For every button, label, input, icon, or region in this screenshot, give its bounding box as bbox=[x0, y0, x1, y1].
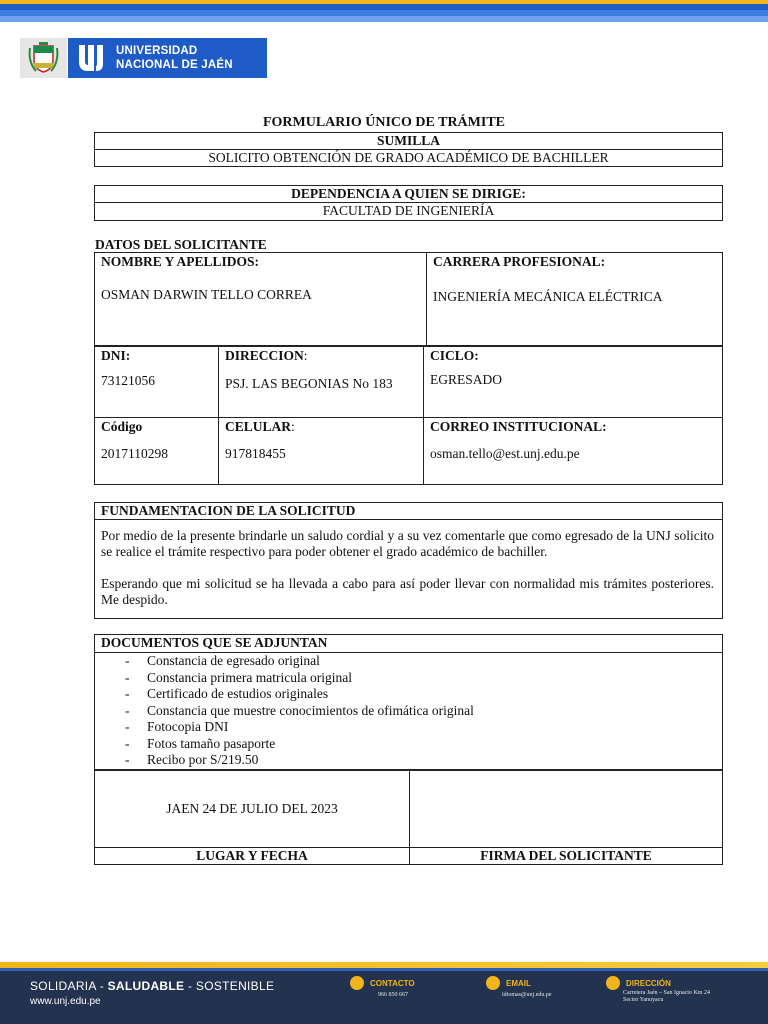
dependencia-table bbox=[94, 185, 723, 221]
slogan-part-1: SOLIDARIA - bbox=[30, 979, 108, 993]
dni-value: 73121056 bbox=[101, 373, 155, 388]
footer-email-label: EMAIL bbox=[506, 979, 531, 988]
university-name bbox=[116, 44, 233, 72]
carrera-label: CARRERA PROFESIONAL: bbox=[433, 254, 606, 269]
fundamentacion-paragraph-1: Por medio de la presente brindarle un saludo cordial y a su vez comentarle que como egresado de la UNJ solicito se realice el trámite respectivo para poder obtener el grado académico de bachiller. bbox=[101, 528, 714, 559]
footer-contacto-label: CONTACTO bbox=[370, 979, 415, 988]
codigo-value: 2017110298 bbox=[101, 446, 168, 461]
carrera-value: INGENIERÍA MECÁNICA ELÉCTRICA bbox=[433, 289, 663, 304]
footer-direccion-line1: Carretera Jaén – San Ignacio Km 24 bbox=[623, 990, 710, 996]
fundamentacion-table bbox=[94, 502, 723, 619]
lugar-fecha-value: JAEN 24 DE JULIO DEL 2023 bbox=[95, 771, 410, 848]
top-color-stripe bbox=[0, 0, 768, 22]
dependencia-label: DEPENDENCIA A QUIEN SE DIRIGE: bbox=[95, 186, 723, 203]
fundamentacion-paragraph-2: Esperando que mi solicitud se ha llevada a cabo para así poder llevar con normalidad mis trámites posteriores. Me despido. bbox=[101, 576, 714, 607]
sumilla-table bbox=[94, 132, 723, 167]
documento-item: - Constancia primera matricula original bbox=[95, 670, 722, 687]
documento-item: - Recibo por S/219.50 bbox=[95, 752, 722, 769]
peru-coat-of-arms bbox=[20, 38, 67, 78]
slogan-part-2: SALUDABLE bbox=[107, 979, 185, 993]
firma-label: FIRMA DEL SOLICITANTE bbox=[410, 848, 723, 865]
documentos-label: DOCUMENTOS QUE SE ADJUNTAN bbox=[95, 635, 723, 653]
lugar-fecha-label: LUGAR Y FECHA bbox=[95, 848, 410, 865]
footer-direccion-value bbox=[623, 990, 710, 1004]
celular-value: 917818455 bbox=[225, 446, 286, 461]
solicitante-section-label: DATOS DEL SOLICITANTE bbox=[95, 237, 267, 252]
fundamentacion-label: FUNDAMENTACION DE LA SOLICITUD bbox=[95, 503, 723, 520]
signature-table bbox=[94, 770, 723, 865]
brand-banner bbox=[68, 38, 267, 78]
correo-value: osman.tello@est.unj.edu.pe bbox=[430, 446, 580, 461]
dni-label: DNI: bbox=[101, 348, 131, 363]
documento-item: - Certificado de estudios originales bbox=[95, 686, 722, 703]
nombre-label: NOMBRE Y APELLIDOS: bbox=[101, 254, 260, 269]
ciclo-cell bbox=[424, 347, 723, 418]
footer-email-value[interactable]: idiomas@unj.edu.pe bbox=[502, 992, 552, 998]
dni-cell bbox=[95, 347, 219, 418]
form-title: FORMULARIO ÚNICO DE TRÁMITE bbox=[262, 115, 506, 130]
sumilla-label: SUMILLA bbox=[95, 133, 723, 150]
footer-direccion-label: DIRECCIÓN bbox=[626, 979, 671, 988]
documentos-table bbox=[94, 634, 723, 770]
direccion-label: DIRECCION bbox=[225, 348, 304, 363]
documentos-list bbox=[95, 653, 722, 769]
nombre-cell bbox=[95, 253, 427, 346]
correo-label: CORREO INSTITUCIONAL: bbox=[430, 419, 607, 434]
footer-website[interactable]: www.unj.edu.pe bbox=[30, 996, 101, 1007]
university-name-line1: UNIVERSIDAD bbox=[116, 45, 198, 57]
university-name-line2: NACIONAL DE JAÉN bbox=[116, 59, 233, 71]
footer-slogan bbox=[30, 979, 274, 993]
location-pin-icon bbox=[606, 976, 620, 990]
unj-logo-icon bbox=[76, 42, 108, 74]
sumilla-value: SOLICITO OBTENCIÓN DE GRADO ACADÉMICO DE BACHILLER bbox=[95, 150, 723, 167]
ciclo-label: CICLO: bbox=[430, 348, 479, 363]
slogan-part-3: - SOSTENIBLE bbox=[184, 979, 275, 993]
codigo-label: Código bbox=[101, 419, 143, 434]
footer-direccion-line2: Sector Yanuyacu bbox=[623, 997, 664, 1003]
codigo-cell bbox=[95, 418, 219, 485]
dependencia-value: FACULTAD DE INGENIERÍA bbox=[95, 203, 723, 221]
correo-cell bbox=[424, 418, 723, 485]
footer-contacto-value: 966 850 667 bbox=[378, 992, 408, 998]
fundamentacion-body bbox=[95, 520, 723, 619]
documento-item: - Constancia que muestre conocimientos de ofimática original bbox=[95, 703, 722, 720]
carrera-cell bbox=[427, 253, 723, 346]
celular-cell bbox=[219, 418, 424, 485]
documentos-list-cell bbox=[95, 653, 723, 770]
firma-box bbox=[410, 771, 723, 848]
direccion-cell bbox=[219, 347, 424, 418]
nombre-value: OSMAN DARWIN TELLO CORREA bbox=[101, 287, 312, 302]
email-icon bbox=[486, 976, 500, 990]
documento-item: - Constancia de egresado original bbox=[95, 653, 722, 670]
solicitante-details-table bbox=[94, 346, 723, 485]
phone-icon bbox=[350, 976, 364, 990]
university-logo bbox=[20, 38, 267, 78]
coat-of-arms-icon bbox=[20, 38, 67, 78]
documento-item: - Fotos tamaño pasaporte bbox=[95, 736, 722, 753]
solicitante-name-table bbox=[94, 252, 723, 346]
footer-blue-stripe bbox=[0, 968, 768, 971]
direccion-value: PSJ. LAS BEGONIAS No 183 bbox=[225, 376, 393, 391]
celular-colon: : bbox=[291, 419, 295, 434]
documento-item: - Fotocopia DNI bbox=[95, 719, 722, 736]
celular-label: CELULAR bbox=[225, 419, 292, 434]
direccion-colon: : bbox=[303, 348, 308, 363]
ciclo-value: EGRESADO bbox=[430, 372, 503, 387]
